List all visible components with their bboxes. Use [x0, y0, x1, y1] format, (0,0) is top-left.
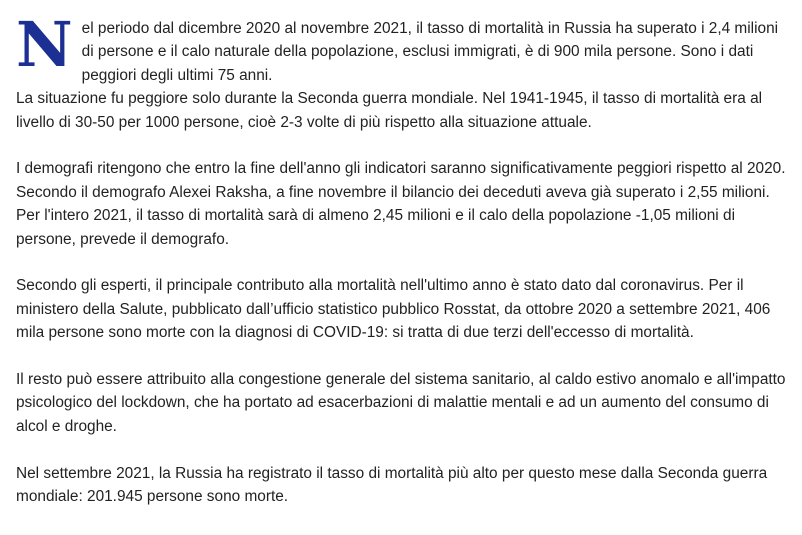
- article-paragraph: Nel settembre 2021, la Russia ha registrato il tasso di mortalità più alto per questo mese dalla Seconda guerra mondiale: 201.945 persone sono morte.: [16, 464, 768, 506]
- article-paragraph: I demografi ritengono che entro la fine dell'anno gli indicatori saranno significativamente peggiori rispetto al 2020. Secondo il demografo Alexei Raksha, a fine novembre il bilancio dei deceduti aveva già superato i 2,55 milioni. Per l'intero 2021, il tasso di mortalità sarà di almeno 2,45 milioni e il calo della popolazione -1,05 milioni di persone, prevede il demografo.: [16, 160, 786, 248]
- drop-cap: N: [16, 8, 73, 81]
- article-paragraph: La situazione fu peggiore solo durante la Seconda guerra mondiale. Nel 1941-1945, il tasso di mortalità era al livello di 30-50 per 1000 persone, cioè 2-3 volte di più rispetto alla situazione attuale.: [16, 90, 763, 131]
- article-paragraph-lead: [16, 8, 786, 87]
- article-body: [16, 8, 786, 532]
- article-paragraph: Il resto può essere attribuito alla congestione generale del sistema sanitario, al caldo estivo anomalo e all'impatto psicologico del lockdown, che ha portato ad esacerbazioni di malattie mentali e ad un aumento del consumo di alcol e droghe.: [16, 371, 786, 435]
- lead-paragraph-text: el periodo dal dicembre 2020 al novembre 2021, il tasso di mortalità in Russia ha superato i 2,4 milioni di persone e il calo naturale della popolazione, esclusi immigrati, è di 900 mila persone. Sono i dati peggiori degli ultimi 75 anni.: [81, 20, 779, 84]
- article-paragraph: Secondo gli esperti, il principale contributo alla mortalità nell'ultimo anno è stato dato dal coronavirus. Per il ministero della Salute, pubblicato dall’ufficio statistico pubblico Rosstat, da ottobre 2020 a settembre 2021, 406 mila persone sono morte con la diagnosi di COVID-19: si tratta di due terzi dell'eccesso di mortalità.: [16, 277, 771, 342]
